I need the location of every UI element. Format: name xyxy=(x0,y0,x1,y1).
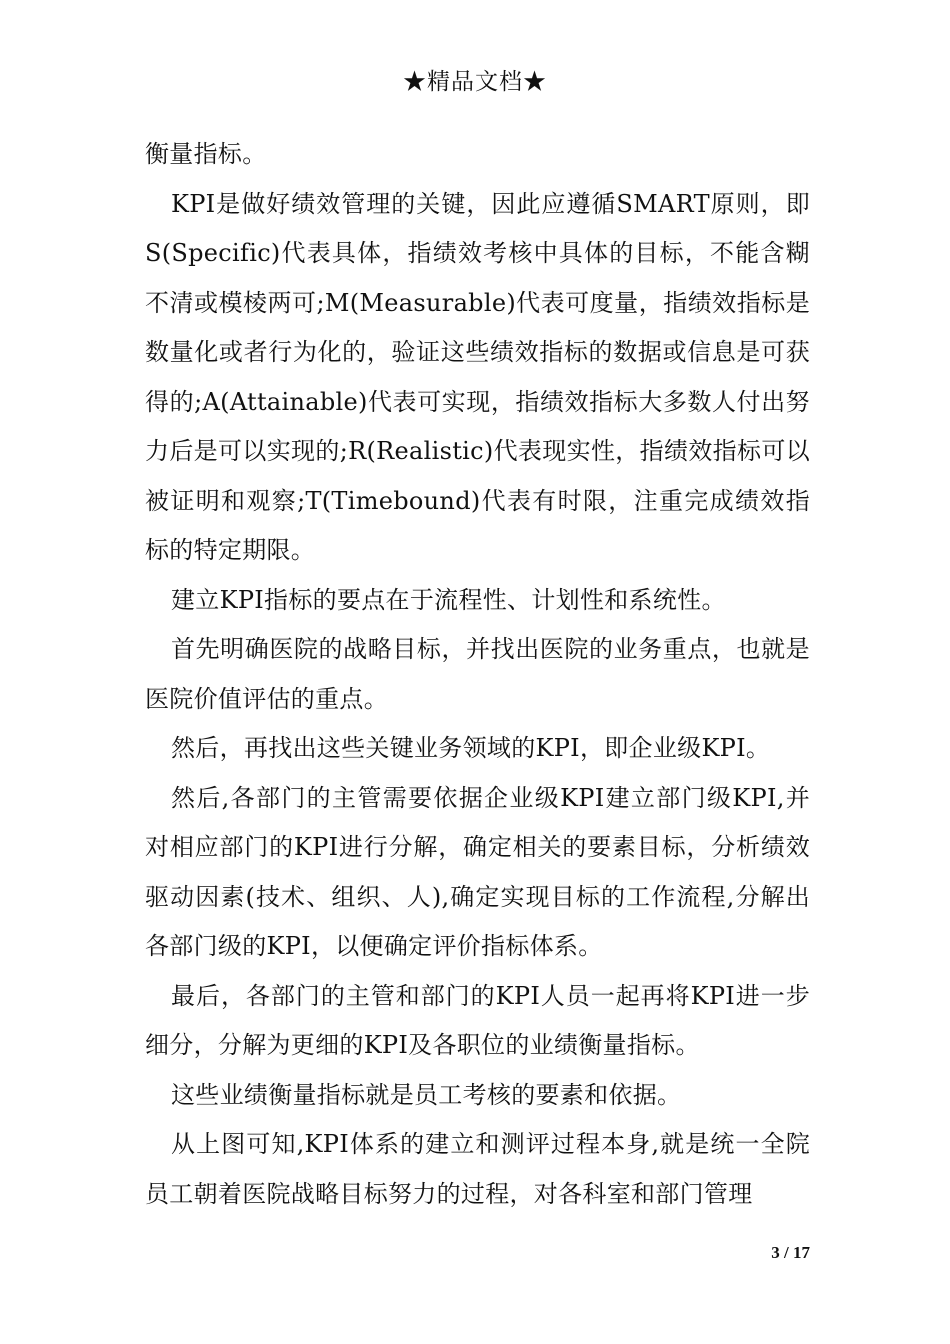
paragraph-department-kpi: 然后,各部门的主管需要依据企业级KPI建立部门级KPI,并对相应部门的KPI进行分解，确定相关的要素目标，分析绩效驱动因素(技术、组织、人),确定实现目标的工作流程,分解出各部门级的KPI，以便确定评价指标体系。 xyxy=(145,783,810,960)
paragraph-strategic-goal: 首先明确医院的战略目标，并找出医院的业务重点，也就是医院价值评估的重点。 xyxy=(145,635,810,713)
paragraph-continuation: 衡量指标。 xyxy=(145,140,267,168)
paragraph-assessment-basis: 这些业绩衡量指标就是员工考核的要素和依据。 xyxy=(171,1080,682,1109)
paragraph-enterprise-kpi: 然后，再找出这些关键业务领域的KPI，即企业级KPI。 xyxy=(171,734,771,762)
paragraph-kpi-key-points: 建立KPI指标的要点在于流程性、计划性和系统性。 xyxy=(171,585,726,614)
paragraph-position-kpi: 最后，各部门的主管和部门的KPI人员一起再将KPI进一步细分，分解为更细的KPI及各职位的业绩衡量指标。 xyxy=(145,981,810,1059)
page-header-title: ★精品文档★ xyxy=(403,69,547,95)
page-number: 3 / 17 xyxy=(771,1243,810,1262)
document-body xyxy=(145,130,810,1219)
paragraph-smart-principle: KPI是做好绩效管理的关键，因此应遵循SMART原则，即S(Specific)代表具体，指绩效考核中具体的目标，不能含糊不清或模棱两可;M(Measurable)代表可度量，指绩效指标是数量化或者行为化的，验证这些绩效指标的数据或信息是可获得的;A(Attainable)代表可实现，指绩效指标大多数人付出努力后是可以实现的;R(Realistic)代表现实性，指绩效指标可以被证明和观察;T(Timebound)代表有时限，注重完成绩效指标的特定期限。 xyxy=(145,189,810,564)
paragraph-kpi-system-process: 从上图可知,KPI体系的建立和测评过程本身,就是统一全院员工朝着医院战略目标努力的过程，对各科室和部门管理 xyxy=(145,1130,810,1208)
